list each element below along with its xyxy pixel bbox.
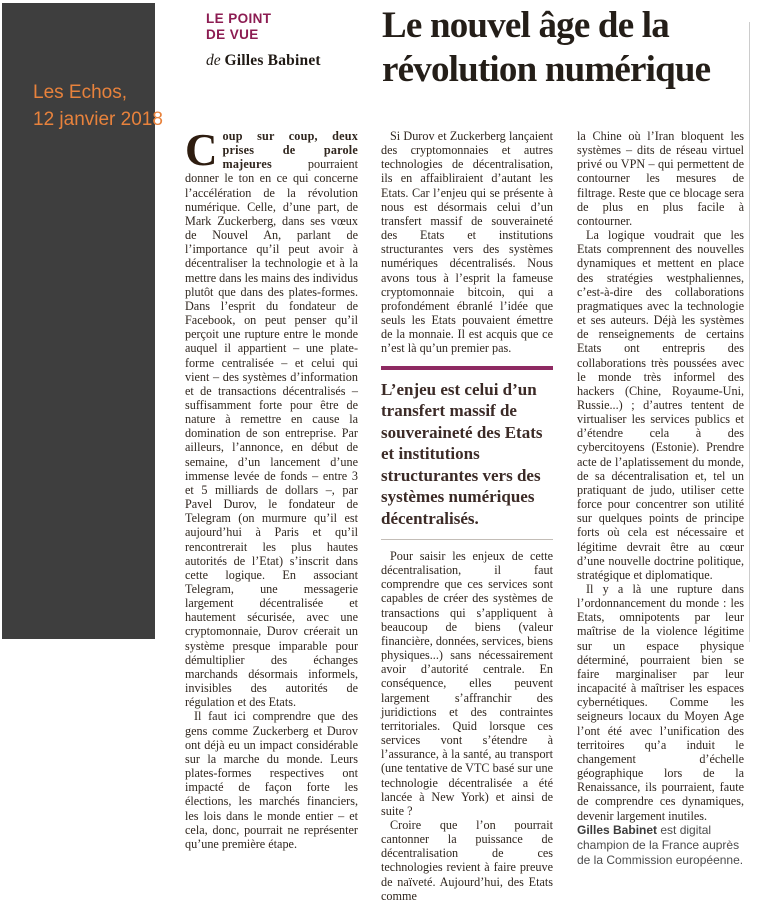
author-bio-name: Gilles Babinet	[577, 822, 658, 837]
byline	[206, 52, 321, 70]
page-title	[382, 4, 748, 92]
source-name: Les Echos,	[33, 82, 127, 103]
paragraph: Croire que l’on pourrait cantonner la puissance de décentralisation de ces technologies revient à faire preuve de naïveté. Aujourd’hui, des Etats comme	[381, 817, 553, 903]
kicker-line-2	[206, 27, 271, 43]
paragraph: Il y a là une rupture dans l’ordonnancement du monde : les Etats, omnipotents par leur maîtrise de la violence légitime sur un espace physique déterminé, pourraient bien se faire marginaliser par leur incapacité à maîtriser les espaces cybernétiques. Comme les seigneurs locaux du Moyen Age l’ont été avec l’unification des territoires qu’a induit le changement d’échelle géographique lors de la Renaissance, ils pourraient, faute de comprendre ces dynamiques, devenir largement inutiles.	[577, 582, 744, 823]
kicker-point: POINT	[228, 11, 272, 26]
pull-quote-bottom-rule	[381, 539, 553, 540]
headline-line-2: révolution numérique	[382, 49, 711, 90]
article-column-3	[577, 129, 744, 868]
kicker-line-1	[206, 11, 271, 27]
source-date: 12 janvier 2018	[33, 109, 163, 130]
paragraph: la Chine où l’Iran bloquent les systèmes – dits de réseau virtuel privé ou VPN – qui permettent de contourner les mesures de filtrage. Reste que ce blocage sera de plus en plus facile à contourner.	[577, 129, 744, 228]
byline-prefix: de	[206, 52, 225, 69]
paragraph-text: pourraient donner le ton en ce qui concerne l’accélération de la révolution numérique. Celle, d’une part, de Mark Zuckerberg, dans ses vœux de Nouvel An, parlant de l’importance qu’il peut avoir à décentraliser la technologie et à la mettre dans les mains des individus plutôt que dans des plates-formes. Dans l’esprit du fondateur de Facebook, on peut penser qu’il perçoit une rupture entre le monde auquel il appartient – une plate-forme centralisée – et celui qui vient – des systèmes d’information et de transactions décentralisés – suffisamment forte pour être de nature à remettre en cause la domination de son entreprise. Par ailleurs, l’annonce, en début de semaine, d’un lancement d’une immense levée de fonds – entre 3 et 5 milliards de dollars –, par Pavel Durov, le fondateur de Telegram (on murmure qu’il est aujourd’hui à Paris et qu’il rencontrerait les plus hautes autorités de l’Etat) s’inscrit dans cette logique. En associant Telegram, une messagerie largement décentralisée et hautement sécurisée, avec une cryptomonnaie, Durov créerait un système presque imparable pour démultiplier des échanges marchands désormais informels, invisibles des autorités de régulation et des Etats.	[185, 157, 358, 710]
pull-quote-top-rule	[381, 366, 553, 370]
headline-line-1: Le nouvel âge de la	[382, 5, 669, 46]
pull-quote: L’enjeu est celui d’un transfert massif de souveraineté des Etats et institutions structurantes vers des systèmes numériques décentralisés.	[381, 379, 543, 528]
paragraph: Il faut ici comprendre que des gens comme Zuckerberg et Durov ont déjà eu un impact considérable sur la marche du monde. Leurs plates-formes respectives ont impacté de façon forte les élections, les marchés financiers, les lois dans le monde entier – et cela, donc, pourrait ne représenter qu’une première étape.	[185, 709, 358, 851]
lead-text: oup sur coup, deux prises de parole majeures	[222, 129, 358, 172]
article-column-1	[185, 125, 358, 851]
drop-cap: C	[185, 125, 218, 175]
kicker-de: DE	[206, 27, 230, 42]
section-kicker	[206, 11, 271, 43]
page-edge-divider	[749, 22, 750, 642]
paragraph: Si Durov et Zuckerberg lançaient des cryptomonnaies et autres technologies de décentralisation, ils en affaibliraient d’autant les Etats. Car l’enjeu qui se présente à nous est désormais celui d’un transfert massif de souveraineté des Etats et institutions structurantes vers des systèmes numériques décentralisés. Nous avons tous à l’esprit la fameuse cryptomonnaie bitcoin, qui a profondément ébranlé l’idée que seuls les Etats pouvaient émettre de la monnaie. Il est acquis que ce n’est là qu’un premier pas.	[381, 129, 553, 356]
source-caption	[33, 79, 163, 133]
paragraph	[185, 125, 358, 710]
source-panel	[2, 3, 163, 639]
kicker-le: LE	[206, 11, 229, 26]
article-column-2	[381, 129, 553, 903]
author-bio-text: est digital champion de la France auprès de la Commission européenne.	[577, 822, 744, 867]
byline-author: Gilles Babinet	[224, 52, 321, 69]
author-bio	[577, 823, 744, 868]
kicker-vue: VUE	[229, 27, 259, 42]
paragraph: Pour saisir les enjeux de cette décentralisation, il faut comprendre que ces services sont capables de créer des systèmes de transactions qui s’appliquent à beaucoup de biens (valeur financière, données, services, biens physiques...) sans nécessairement avoir d’autorité centrale. En conséquence, elles peuvent largement s’affranchir des juridictions et des contraintes territoriales. Quid lorsque ces services vont s’étendre à l’assurance, à la santé, au transport (une tentative de VTC basé sur une technologie décentralisée a été lancée à New York) et ainsi de suite ?	[381, 549, 553, 818]
paragraph: La logique voudrait que les Etats comprennent des nouvelles dynamiques et mettent en place des stratégies westphaliennes, c’est-à-dire des collaborations pragmatiques avec la technologie et ses auteurs. Déjà les systèmes de renseignements de certains Etats ont entrepris des collaborations très poussées avec le monde très informel des hackers (Chine, Royaume-Uni, Russie...) ; d’autres tentent de virtualiser les services publics et d’étendre cela à des cybercitoyens (Estonie). Prendre acte de l’aplatissement du monde, de sa décentralisation et, tel un pratiquant de judo, utiliser cette force pour concentrer son utilité sur quelques points de principe forts où cela est nécessaire et légitime devrait être au cœur d’une nouvelle doctrine politique, stratégique et diplomatique.	[577, 228, 744, 582]
